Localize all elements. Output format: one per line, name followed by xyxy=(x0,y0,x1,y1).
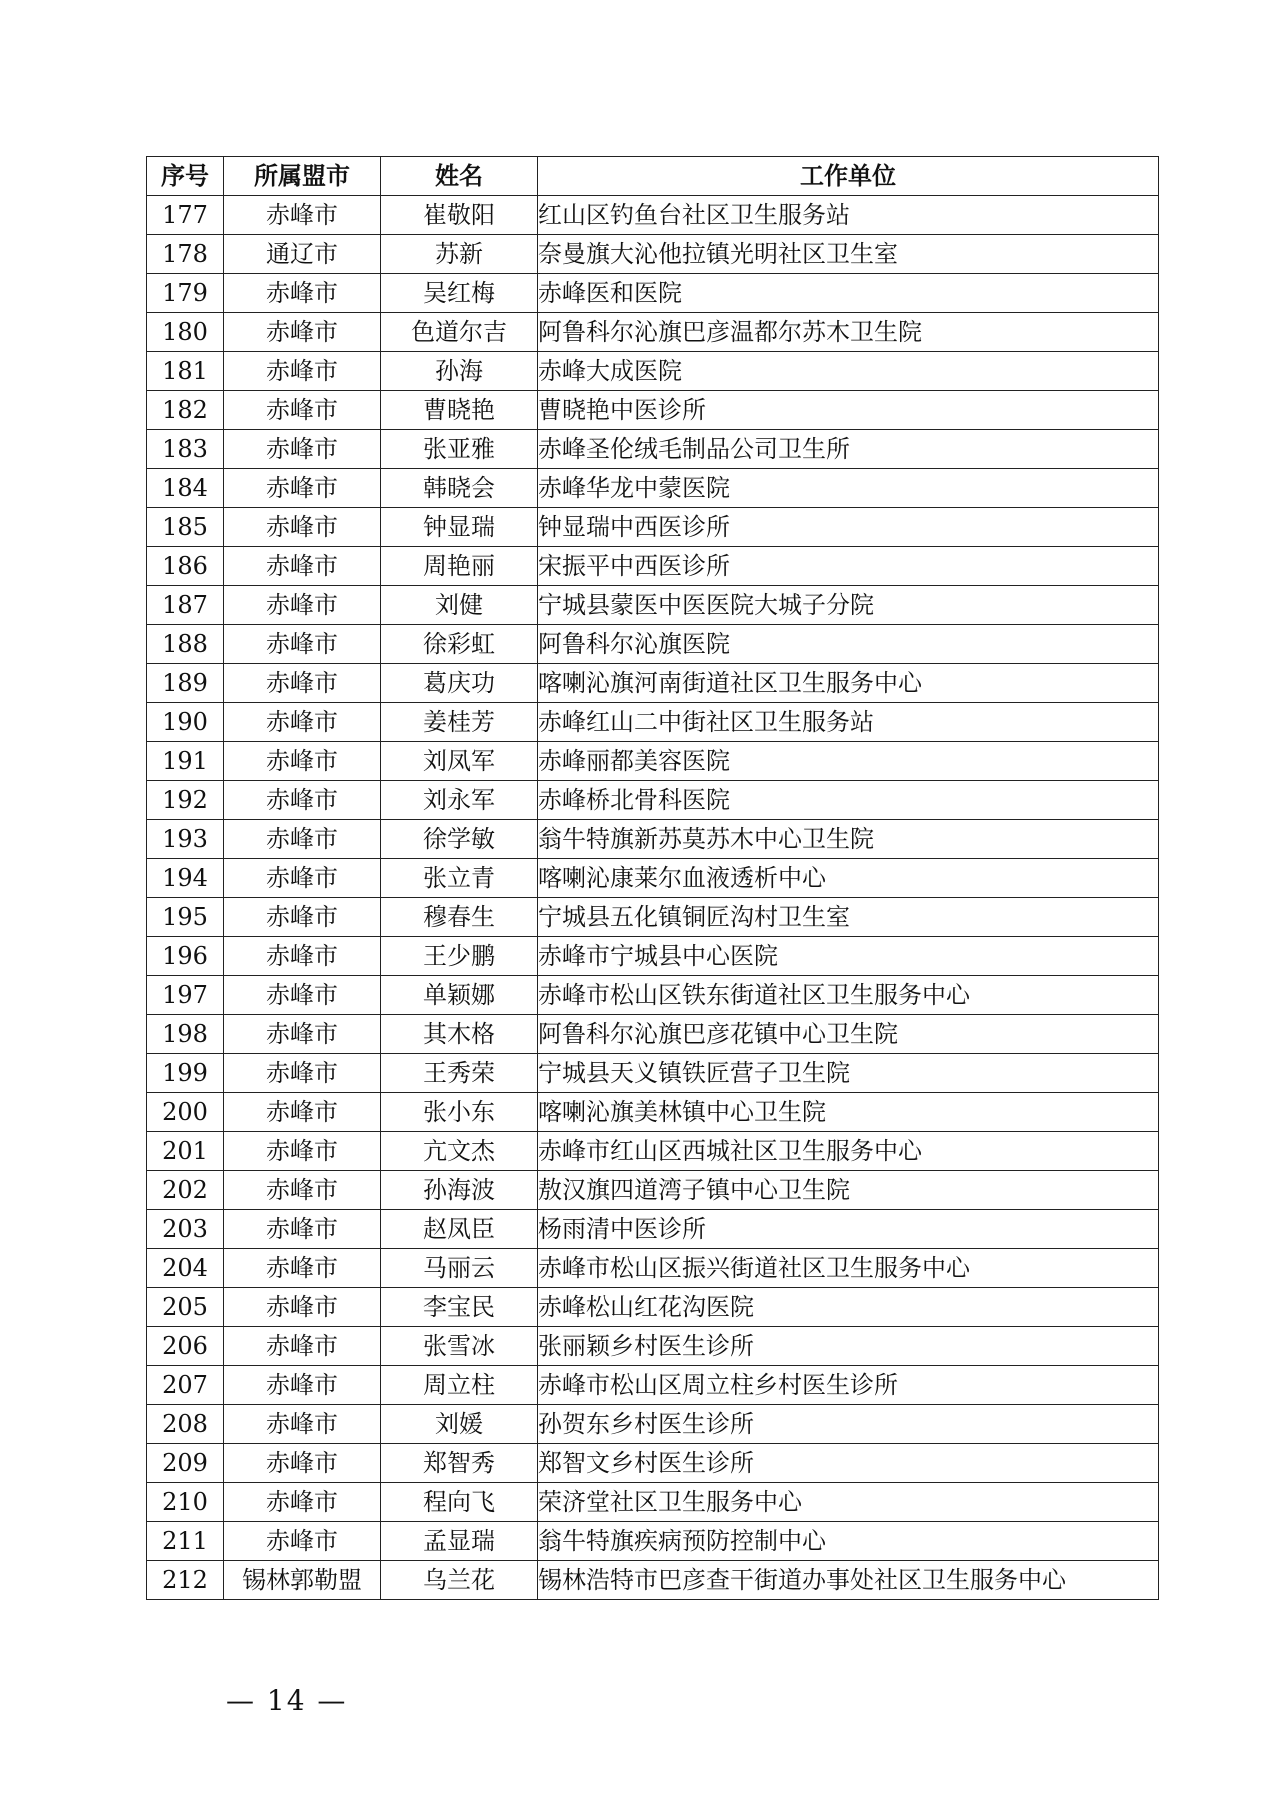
header-league-city: 所属盟市 xyxy=(224,157,381,196)
table-row xyxy=(147,781,1159,820)
cell-league-city: 赤峰市 xyxy=(224,781,381,820)
cell-name: 姜桂芳 xyxy=(381,703,538,742)
table-row xyxy=(147,1561,1159,1600)
cell-league-city: 赤峰市 xyxy=(224,1171,381,1210)
cell-workplace: 赤峰红山二中街社区卫生服务站 xyxy=(538,703,1159,742)
table-row xyxy=(147,1444,1159,1483)
table-row xyxy=(147,235,1159,274)
cell-league-city: 赤峰市 xyxy=(224,352,381,391)
cell-serial-number: 198 xyxy=(147,1015,224,1054)
cell-name: 色道尔吉 xyxy=(381,313,538,352)
header-row xyxy=(147,157,1159,196)
cell-league-city: 赤峰市 xyxy=(224,898,381,937)
cell-serial-number: 206 xyxy=(147,1327,224,1366)
cell-name: 崔敬阳 xyxy=(381,196,538,235)
cell-league-city: 赤峰市 xyxy=(224,1288,381,1327)
cell-serial-number: 208 xyxy=(147,1405,224,1444)
header-name: 姓名 xyxy=(381,157,538,196)
cell-name: 张小东 xyxy=(381,1093,538,1132)
table-row xyxy=(147,1249,1159,1288)
cell-serial-number: 182 xyxy=(147,391,224,430)
table-row xyxy=(147,352,1159,391)
cell-workplace: 赤峰圣伦绒毛制品公司卫生所 xyxy=(538,430,1159,469)
cell-name: 单颖娜 xyxy=(381,976,538,1015)
cell-name: 钟显瑞 xyxy=(381,508,538,547)
cell-workplace: 赤峰市宁城县中心医院 xyxy=(538,937,1159,976)
cell-serial-number: 189 xyxy=(147,664,224,703)
roster-table xyxy=(146,156,1159,1600)
cell-name: 苏新 xyxy=(381,235,538,274)
cell-workplace: 宁城县蒙医中医医院大城子分院 xyxy=(538,586,1159,625)
cell-league-city: 赤峰市 xyxy=(224,664,381,703)
table-row xyxy=(147,313,1159,352)
cell-workplace: 杨雨清中医诊所 xyxy=(538,1210,1159,1249)
cell-league-city: 赤峰市 xyxy=(224,1210,381,1249)
cell-workplace: 宁城县五化镇铜匠沟村卫生室 xyxy=(538,898,1159,937)
cell-league-city: 赤峰市 xyxy=(224,1327,381,1366)
cell-workplace: 郑智文乡村医生诊所 xyxy=(538,1444,1159,1483)
cell-league-city: 赤峰市 xyxy=(224,703,381,742)
cell-workplace: 奈曼旗大沁他拉镇光明社区卫生室 xyxy=(538,235,1159,274)
table-row xyxy=(147,1015,1159,1054)
cell-league-city: 赤峰市 xyxy=(224,820,381,859)
table-row xyxy=(147,1366,1159,1405)
cell-name: 张亚雅 xyxy=(381,430,538,469)
cell-league-city: 赤峰市 xyxy=(224,625,381,664)
cell-name: 马丽云 xyxy=(381,1249,538,1288)
table-row xyxy=(147,1405,1159,1444)
cell-league-city: 赤峰市 xyxy=(224,196,381,235)
cell-league-city: 赤峰市 xyxy=(224,274,381,313)
cell-workplace: 赤峰市红山区西城社区卫生服务中心 xyxy=(538,1132,1159,1171)
cell-name: 王少鹏 xyxy=(381,937,538,976)
cell-name: 李宝民 xyxy=(381,1288,538,1327)
cell-league-city: 锡林郭勒盟 xyxy=(224,1561,381,1600)
header-serial-number: 序号 xyxy=(147,157,224,196)
cell-league-city: 赤峰市 xyxy=(224,1054,381,1093)
cell-name: 张立青 xyxy=(381,859,538,898)
cell-serial-number: 200 xyxy=(147,1093,224,1132)
cell-league-city: 赤峰市 xyxy=(224,430,381,469)
cell-workplace: 喀喇沁旗河南街道社区卫生服务中心 xyxy=(538,664,1159,703)
cell-name: 乌兰花 xyxy=(381,1561,538,1600)
cell-serial-number: 202 xyxy=(147,1171,224,1210)
cell-serial-number: 192 xyxy=(147,781,224,820)
cell-serial-number: 191 xyxy=(147,742,224,781)
cell-workplace: 红山区钓鱼台社区卫生服务站 xyxy=(538,196,1159,235)
cell-name: 徐彩虹 xyxy=(381,625,538,664)
table-row xyxy=(147,1522,1159,1561)
cell-name: 刘健 xyxy=(381,586,538,625)
cell-workplace: 翁牛特旗疾病预防控制中心 xyxy=(538,1522,1159,1561)
table-row xyxy=(147,898,1159,937)
cell-serial-number: 190 xyxy=(147,703,224,742)
cell-serial-number: 193 xyxy=(147,820,224,859)
cell-workplace: 赤峰医和医院 xyxy=(538,274,1159,313)
table-row xyxy=(147,1054,1159,1093)
cell-league-city: 赤峰市 xyxy=(224,1015,381,1054)
cell-name: 孟显瑞 xyxy=(381,1522,538,1561)
cell-name: 孙海波 xyxy=(381,1171,538,1210)
cell-name: 刘媛 xyxy=(381,1405,538,1444)
cell-serial-number: 180 xyxy=(147,313,224,352)
cell-workplace: 张丽颖乡村医生诊所 xyxy=(538,1327,1159,1366)
cell-serial-number: 203 xyxy=(147,1210,224,1249)
table-body xyxy=(147,196,1159,1600)
cell-workplace: 曹晓艳中医诊所 xyxy=(538,391,1159,430)
table-row xyxy=(147,820,1159,859)
cell-serial-number: 194 xyxy=(147,859,224,898)
table-row xyxy=(147,1288,1159,1327)
cell-league-city: 赤峰市 xyxy=(224,937,381,976)
cell-workplace: 赤峰大成医院 xyxy=(538,352,1159,391)
cell-workplace: 阿鲁科尔沁旗巴彦花镇中心卫生院 xyxy=(538,1015,1159,1054)
cell-name: 孙海 xyxy=(381,352,538,391)
cell-league-city: 赤峰市 xyxy=(224,1366,381,1405)
cell-league-city: 赤峰市 xyxy=(224,313,381,352)
cell-league-city: 赤峰市 xyxy=(224,1483,381,1522)
cell-league-city: 赤峰市 xyxy=(224,1249,381,1288)
cell-serial-number: 178 xyxy=(147,235,224,274)
cell-name: 刘永军 xyxy=(381,781,538,820)
table-header xyxy=(147,157,1159,196)
cell-serial-number: 207 xyxy=(147,1366,224,1405)
cell-name: 程向飞 xyxy=(381,1483,538,1522)
cell-league-city: 赤峰市 xyxy=(224,547,381,586)
cell-name: 曹晓艳 xyxy=(381,391,538,430)
cell-serial-number: 212 xyxy=(147,1561,224,1600)
cell-serial-number: 210 xyxy=(147,1483,224,1522)
cell-league-city: 赤峰市 xyxy=(224,1522,381,1561)
cell-name: 赵凤臣 xyxy=(381,1210,538,1249)
cell-serial-number: 197 xyxy=(147,976,224,1015)
cell-workplace: 赤峰华龙中蒙医院 xyxy=(538,469,1159,508)
cell-serial-number: 211 xyxy=(147,1522,224,1561)
cell-league-city: 通辽市 xyxy=(224,235,381,274)
cell-name: 郑智秀 xyxy=(381,1444,538,1483)
table-row xyxy=(147,703,1159,742)
cell-workplace: 赤峰市松山区振兴街道社区卫生服务中心 xyxy=(538,1249,1159,1288)
cell-league-city: 赤峰市 xyxy=(224,1405,381,1444)
cell-league-city: 赤峰市 xyxy=(224,508,381,547)
table-row xyxy=(147,430,1159,469)
cell-name: 张雪冰 xyxy=(381,1327,538,1366)
table-row xyxy=(147,859,1159,898)
table-row xyxy=(147,586,1159,625)
cell-serial-number: 177 xyxy=(147,196,224,235)
table-row xyxy=(147,742,1159,781)
table-row xyxy=(147,274,1159,313)
cell-league-city: 赤峰市 xyxy=(224,976,381,1015)
cell-name: 吴红梅 xyxy=(381,274,538,313)
cell-name: 刘凤军 xyxy=(381,742,538,781)
cell-workplace: 宋振平中西医诊所 xyxy=(538,547,1159,586)
cell-name: 其木格 xyxy=(381,1015,538,1054)
cell-name: 周艳丽 xyxy=(381,547,538,586)
cell-name: 穆春生 xyxy=(381,898,538,937)
table-row xyxy=(147,196,1159,235)
cell-name: 葛庆功 xyxy=(381,664,538,703)
table-row xyxy=(147,547,1159,586)
table-row xyxy=(147,1171,1159,1210)
table-row xyxy=(147,508,1159,547)
cell-serial-number: 196 xyxy=(147,937,224,976)
cell-league-city: 赤峰市 xyxy=(224,1444,381,1483)
cell-workplace: 敖汉旗四道湾子镇中心卫生院 xyxy=(538,1171,1159,1210)
cell-workplace: 阿鲁科尔沁旗巴彦温都尔苏木卫生院 xyxy=(538,313,1159,352)
cell-workplace: 赤峰松山红花沟医院 xyxy=(538,1288,1159,1327)
cell-serial-number: 187 xyxy=(147,586,224,625)
table-row xyxy=(147,1327,1159,1366)
cell-serial-number: 181 xyxy=(147,352,224,391)
cell-serial-number: 209 xyxy=(147,1444,224,1483)
cell-league-city: 赤峰市 xyxy=(224,859,381,898)
cell-workplace: 阿鲁科尔沁旗医院 xyxy=(538,625,1159,664)
table-row xyxy=(147,391,1159,430)
page-number: — 14 — xyxy=(226,1684,348,1717)
cell-serial-number: 188 xyxy=(147,625,224,664)
cell-name: 周立柱 xyxy=(381,1366,538,1405)
cell-workplace: 孙贺东乡村医生诊所 xyxy=(538,1405,1159,1444)
cell-workplace: 赤峰桥北骨科医院 xyxy=(538,781,1159,820)
cell-workplace: 喀喇沁旗美林镇中心卫生院 xyxy=(538,1093,1159,1132)
cell-name: 徐学敏 xyxy=(381,820,538,859)
cell-serial-number: 195 xyxy=(147,898,224,937)
table-row xyxy=(147,664,1159,703)
cell-workplace: 喀喇沁康莱尔血液透析中心 xyxy=(538,859,1159,898)
table-row xyxy=(147,976,1159,1015)
cell-workplace: 宁城县天义镇铁匠营子卫生院 xyxy=(538,1054,1159,1093)
cell-league-city: 赤峰市 xyxy=(224,469,381,508)
cell-name: 王秀荣 xyxy=(381,1054,538,1093)
cell-serial-number: 184 xyxy=(147,469,224,508)
cell-name: 韩晓会 xyxy=(381,469,538,508)
table-row xyxy=(147,1210,1159,1249)
cell-serial-number: 186 xyxy=(147,547,224,586)
table-row xyxy=(147,937,1159,976)
cell-serial-number: 204 xyxy=(147,1249,224,1288)
table-row xyxy=(147,469,1159,508)
cell-league-city: 赤峰市 xyxy=(224,742,381,781)
cell-league-city: 赤峰市 xyxy=(224,1132,381,1171)
table-row xyxy=(147,1093,1159,1132)
cell-league-city: 赤峰市 xyxy=(224,586,381,625)
cell-workplace: 赤峰丽都美容医院 xyxy=(538,742,1159,781)
cell-serial-number: 201 xyxy=(147,1132,224,1171)
table-row xyxy=(147,1132,1159,1171)
cell-workplace: 荣济堂社区卫生服务中心 xyxy=(538,1483,1159,1522)
cell-serial-number: 179 xyxy=(147,274,224,313)
cell-league-city: 赤峰市 xyxy=(224,1093,381,1132)
cell-workplace: 钟显瑞中西医诊所 xyxy=(538,508,1159,547)
cell-workplace: 赤峰市松山区铁东街道社区卫生服务中心 xyxy=(538,976,1159,1015)
table-row xyxy=(147,625,1159,664)
cell-serial-number: 199 xyxy=(147,1054,224,1093)
cell-serial-number: 183 xyxy=(147,430,224,469)
cell-workplace: 锡林浩特市巴彦查干街道办事处社区卫生服务中心 xyxy=(538,1561,1159,1600)
cell-league-city: 赤峰市 xyxy=(224,391,381,430)
cell-workplace: 翁牛特旗新苏莫苏木中心卫生院 xyxy=(538,820,1159,859)
cell-serial-number: 185 xyxy=(147,508,224,547)
cell-name: 亢文杰 xyxy=(381,1132,538,1171)
cell-workplace: 赤峰市松山区周立柱乡村医生诊所 xyxy=(538,1366,1159,1405)
header-workplace: 工作单位 xyxy=(538,157,1159,196)
table-row xyxy=(147,1483,1159,1522)
cell-serial-number: 205 xyxy=(147,1288,224,1327)
